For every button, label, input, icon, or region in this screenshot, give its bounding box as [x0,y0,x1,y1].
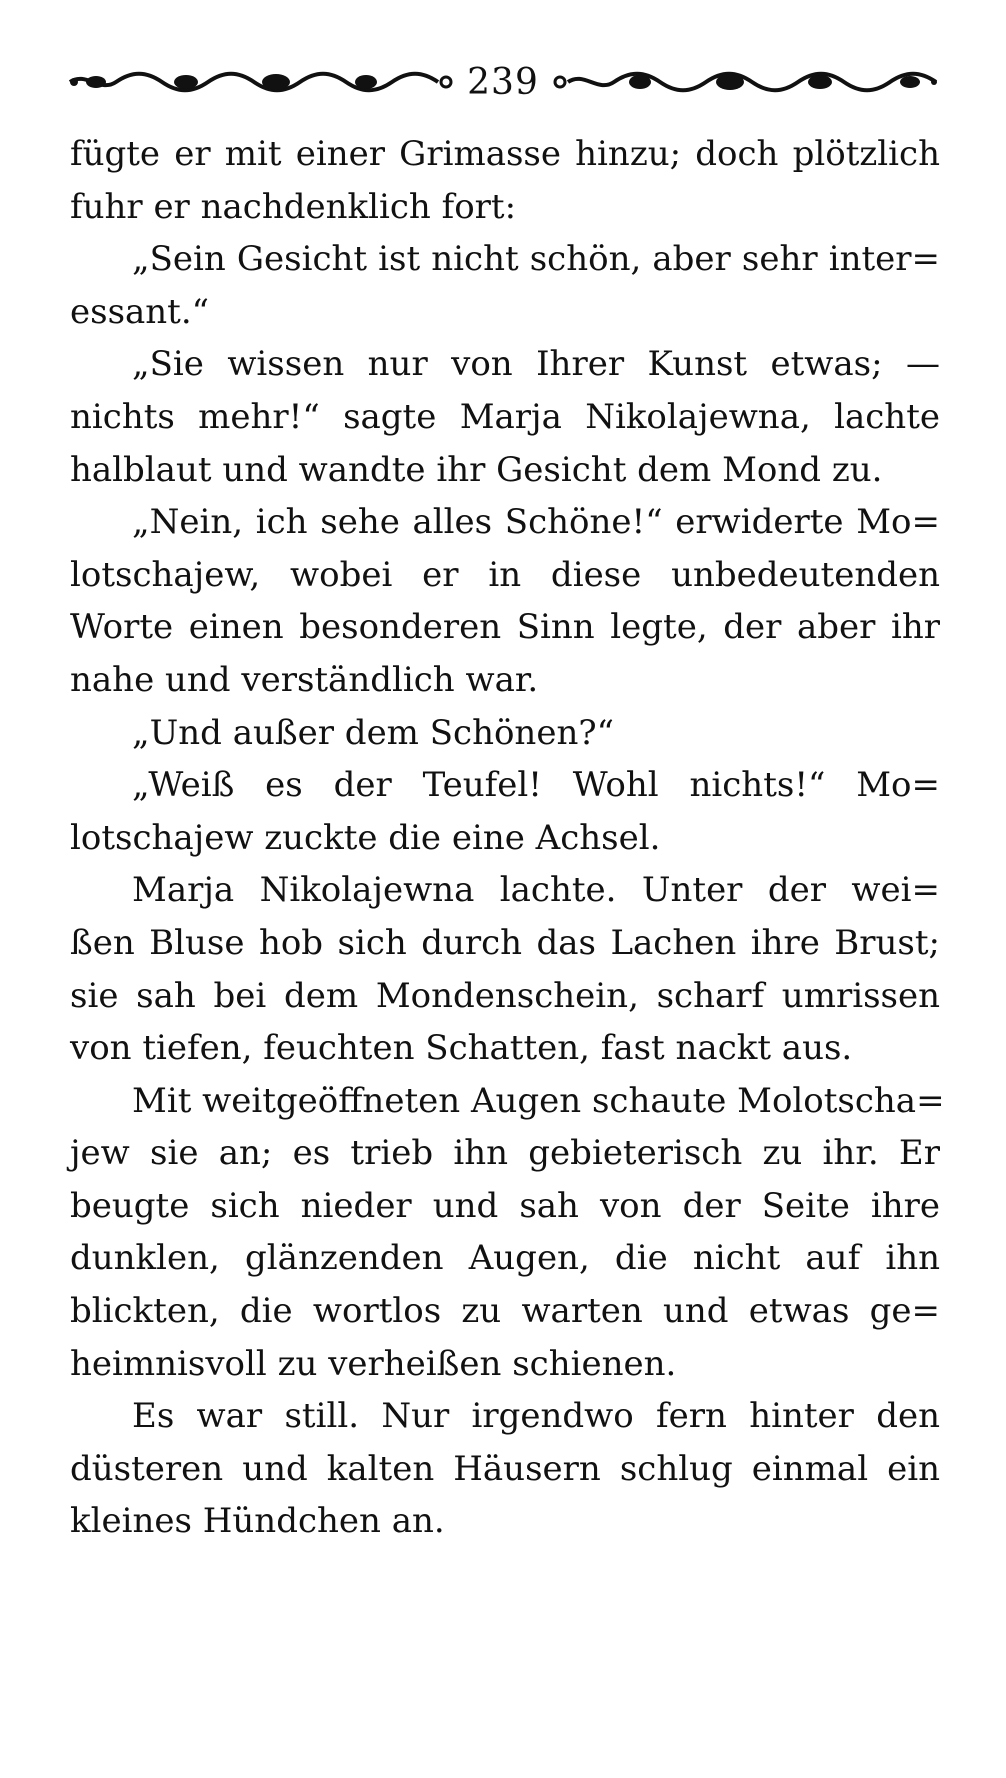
text-line: „Und außer dem Schönen?“ [132,712,614,753]
text-line: fügte er mit einer Grimasse hinzu; doch plötzlich [70,134,940,174]
text-line: blickten, die wortlos zu warten und etwas ge= [70,1291,940,1332]
text-line: „Nein, ich sehe alles Schöne!“ erwiderte Mo= [132,502,940,543]
page-header [66,52,940,112]
text-line: Marja Nikolajewna lachte. Unter der wei= [132,870,940,911]
page-number: 239 [467,61,539,103]
text-line: ßen Bluse hob sich durch das Lachen ihre Brust; [70,922,940,963]
text-line: Mit weitgeöffneten Augen schaute Molotscha= [132,1080,945,1121]
text-line: nichts mehr!“ sagte Marja Nikolajewna, lachte [70,396,940,437]
paragraph [70,233,940,338]
text-line: „Sein Gesicht ist nicht schön, aber sehr inter= [132,239,940,280]
text-line: düsteren und kalten Häusern schlug einmal ein [70,1448,940,1489]
text-line: „Sie wissen nur von Ihrer Kunst etwas; — [132,344,940,385]
text-line: lotschajew, wobei er in diese unbedeutenden [70,554,940,595]
paragraph [70,1075,945,1391]
text-line: von tiefen, feuchten Schatten, fast nackt aus. [70,1028,853,1069]
text-line: Es war still. Nur irgendwo fern hinter den [132,1396,940,1437]
text-line: „Weiß es der Teufel! Wohl nichts!“ Mo= [132,765,940,806]
text-line: jew sie an; es trieb ihn gebieterisch zu ihr. Er [70,1133,940,1174]
paragraph [70,338,940,496]
paragraph [70,128,940,233]
left-ornament-flourish [66,67,456,97]
text-line: sie sah bei dem Mondenschein, scharf umrissen [70,975,940,1016]
text-line: kleines Hündchen an. [70,1501,445,1542]
paragraph [70,496,940,706]
text-line: halblaut und wandte ihr Gesicht dem Mond zu. [70,449,883,490]
body-text [70,128,945,1548]
paragraph [70,707,940,760]
text-line: nahe und verständlich war. [70,659,539,700]
text-line: essant.“ [70,291,210,332]
text-line: lotschajew zuckte die eine Achsel. [70,817,661,858]
right-ornament-flourish [550,67,940,97]
text-line: fuhr er nachdenklich fort: [70,186,517,227]
text-line: beugte sich nieder und sah von der Seite ihre [70,1185,940,1226]
text-line: heimnisvoll zu verheißen schienen. [70,1343,677,1384]
paragraph [70,759,940,864]
paragraph [70,1390,940,1548]
text-line: dunklen, glänzenden Augen, die nicht auf ihn [70,1238,940,1279]
text-line: Worte einen besonderen Sinn legte, der aber ihr [70,607,940,648]
paragraph [70,864,940,1074]
